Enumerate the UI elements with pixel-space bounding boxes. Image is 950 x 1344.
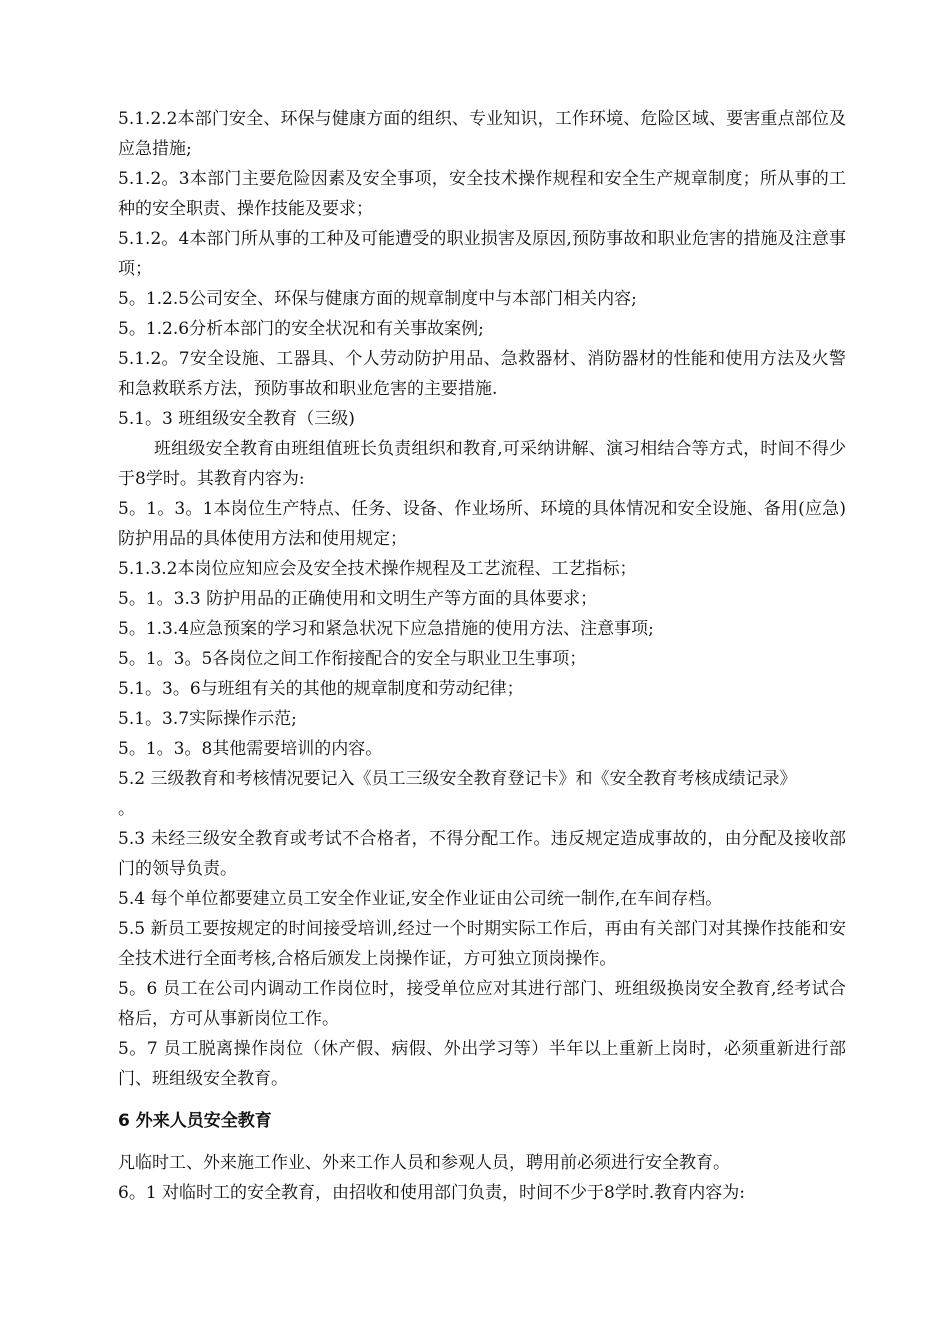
- paragraph-5-1-3-4: 5。1.3.4应急预案的学习和紧急状况下应急措施的使用方法、注意事项;: [118, 619, 654, 639]
- paragraph-5-3: 5.3 未经三级安全教育或考试不合格者，不得分配工作。违反规定造成事故的，由分配及接收部门的领导负责。: [118, 829, 846, 879]
- paragraph-5-1-2-5: 5。1.2.5公司安全、环保与健康方面的规章制度中与本部门相关内容;: [118, 289, 637, 309]
- paragraph-5-1-3-3: 5。1。3.3 防护用品的正确使用和文明生产等方面的具体要求；: [118, 589, 598, 609]
- paragraph-5-1-2-6: 5。1.2.6分析本部门的安全状况和有关事故案例;: [118, 319, 484, 339]
- paragraph-5-7: 5。7 员工脱离操作岗位（休产假、病假、外出学习等）半年以上重新上岗时，必须重新进行部门、班组级安全教育。: [118, 1039, 846, 1089]
- paragraph-5-1-3-5: 5。1。3。5各岗位之间工作衔接配合的安全与职业卫生事项；: [118, 649, 587, 669]
- paragraph-5-1-2-2: 5.1.2.2本部门安全、环保与健康方面的组织、专业知识，工作环境、危险区域、要害重点部位及应急措施;: [118, 109, 846, 159]
- paragraph-5-1-3-intro: 班组级安全教育由班组值班长负责组织和教育,可采纳讲解、演习相结合等方式，时间不得少于8学时。其教育内容为:: [118, 439, 846, 489]
- paragraph-5-1-3-2: 5.1.3.2本岗位应知应会及安全技术操作规程及工艺流程、工艺指标；: [118, 559, 637, 579]
- paragraph-5-6: 5。6 员工在公司内调动工作岗位时，接受单位应对其进行部门、班组级换岗安全教育,经考试合格后，方可从事新岗位工作。: [118, 979, 846, 1029]
- paragraph-5-2-period: 。: [118, 799, 135, 819]
- paragraph-5-4: 5.4 每个单位都要建立员工安全作业证,安全作业证由公司统一制作,在车间存档。: [118, 889, 723, 909]
- section-heading-6: 6 外来人员安全教育: [118, 1111, 272, 1131]
- paragraph-5-1-3-title: 5.1。3 班组级安全教育（三级): [118, 409, 355, 429]
- document-body: [118, 104, 846, 1208]
- paragraph-5-1-3-6: 5.1。3。6与班组有关的其他的规章制度和劳动纪律；: [118, 679, 524, 699]
- paragraph-5-1-2-7: 5.1.2。7安全设施、工器具、个人劳动防护用品、急救器材、消防器材的性能和使用方法及火警和急救联系方法，预防事故和职业危害的主要措施.: [118, 349, 846, 399]
- paragraph-5-1-3-1: 5。1。3。1本岗位生产特点、任务、设备、作业场所、环境的具体情况和安全设施、备用(应急)防护用品的具体使用方法和使用规定；: [118, 499, 846, 549]
- paragraph-5-5: 5.5 新员工要按规定的时间接受培训,经过一个时期实际工作后，再由有关部门对其操作技能和安全技术进行全面考核,合格后颁发上岗操作证，方可独立顶岗操作。: [118, 919, 846, 969]
- paragraph-5-1-3-8: 5。1。3。8其他需要培训的内容。: [118, 739, 383, 759]
- paragraph-5-2: 5.2 三级教育和考核情况要记入《员工三级安全教育登记卡》和《安全教育考核成绩记录》: [118, 769, 797, 789]
- paragraph-5-1-2-4: 5.1.2。4本部门所从事的工种及可能遭受的职业损害及原因,预防事故和职业危害的措施及注意事项；: [118, 229, 846, 279]
- paragraph-5-1-2-3: 5.1.2。3本部门主要危险因素及安全事项，安全技术操作规程和安全生产规章制度；所从事的工种的安全职责、操作技能及要求；: [118, 169, 846, 219]
- paragraph-5-1-3-7: 5.1。3.7实际操作示范;: [118, 709, 297, 729]
- paragraph-6-intro: 凡临时工、外来施工作业、外来工作人员和参观人员，聘用前必须进行安全教育。: [118, 1153, 730, 1173]
- paragraph-6-1: 6。1 对临时工的安全教育，由招收和使用部门负责，时间不少于8学时.教育内容为:: [118, 1183, 745, 1203]
